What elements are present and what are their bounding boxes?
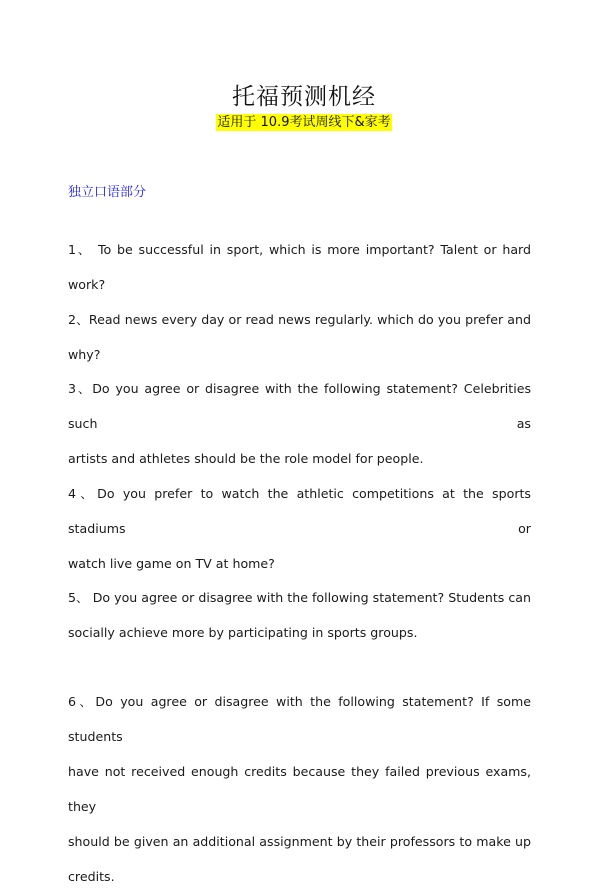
section-heading: 独立口语部分	[68, 185, 147, 200]
question-5	[68, 580, 531, 650]
question-line: credits.	[68, 869, 115, 884]
page-title: 托福预测机经	[232, 84, 376, 110]
question-1	[68, 232, 531, 302]
question-line: 4、Do you prefer to watch the athletic competitions at the sports stadiums or	[68, 486, 531, 536]
question-line: artists and athletes should be the role model for people.	[68, 451, 424, 466]
question-line: should be given an additional assignment by their professors to make up	[68, 834, 531, 849]
question-line: 6、Do you agree or disagree with the following statement? If some students	[68, 694, 531, 744]
question-2	[68, 302, 531, 372]
question-3	[68, 371, 531, 476]
question-line: socially achieve more by participating in sports groups.	[68, 625, 418, 640]
question-line: 5、 Do you agree or disagree with the following statement? Students can	[68, 590, 531, 605]
question-line: watch live game on TV at home?	[68, 556, 275, 571]
question-line: 3、Do you agree or disagree with the following statement? Celebrities such as	[68, 381, 531, 431]
question-line: 2、Read news every day or read news regularly. which do you prefer and why?	[68, 312, 531, 362]
question-line: have not received enough credits because they failed previous exams, they	[68, 764, 531, 814]
question-6	[68, 684, 531, 894]
question-line: 1、 To be successful in sport, which is more important? Talent or hard work?	[68, 242, 531, 292]
question-4	[68, 476, 531, 581]
subtitle-container	[0, 111, 608, 131]
highlighted-subtitle: 适用于 10.9考试周线下&家考	[217, 115, 391, 130]
